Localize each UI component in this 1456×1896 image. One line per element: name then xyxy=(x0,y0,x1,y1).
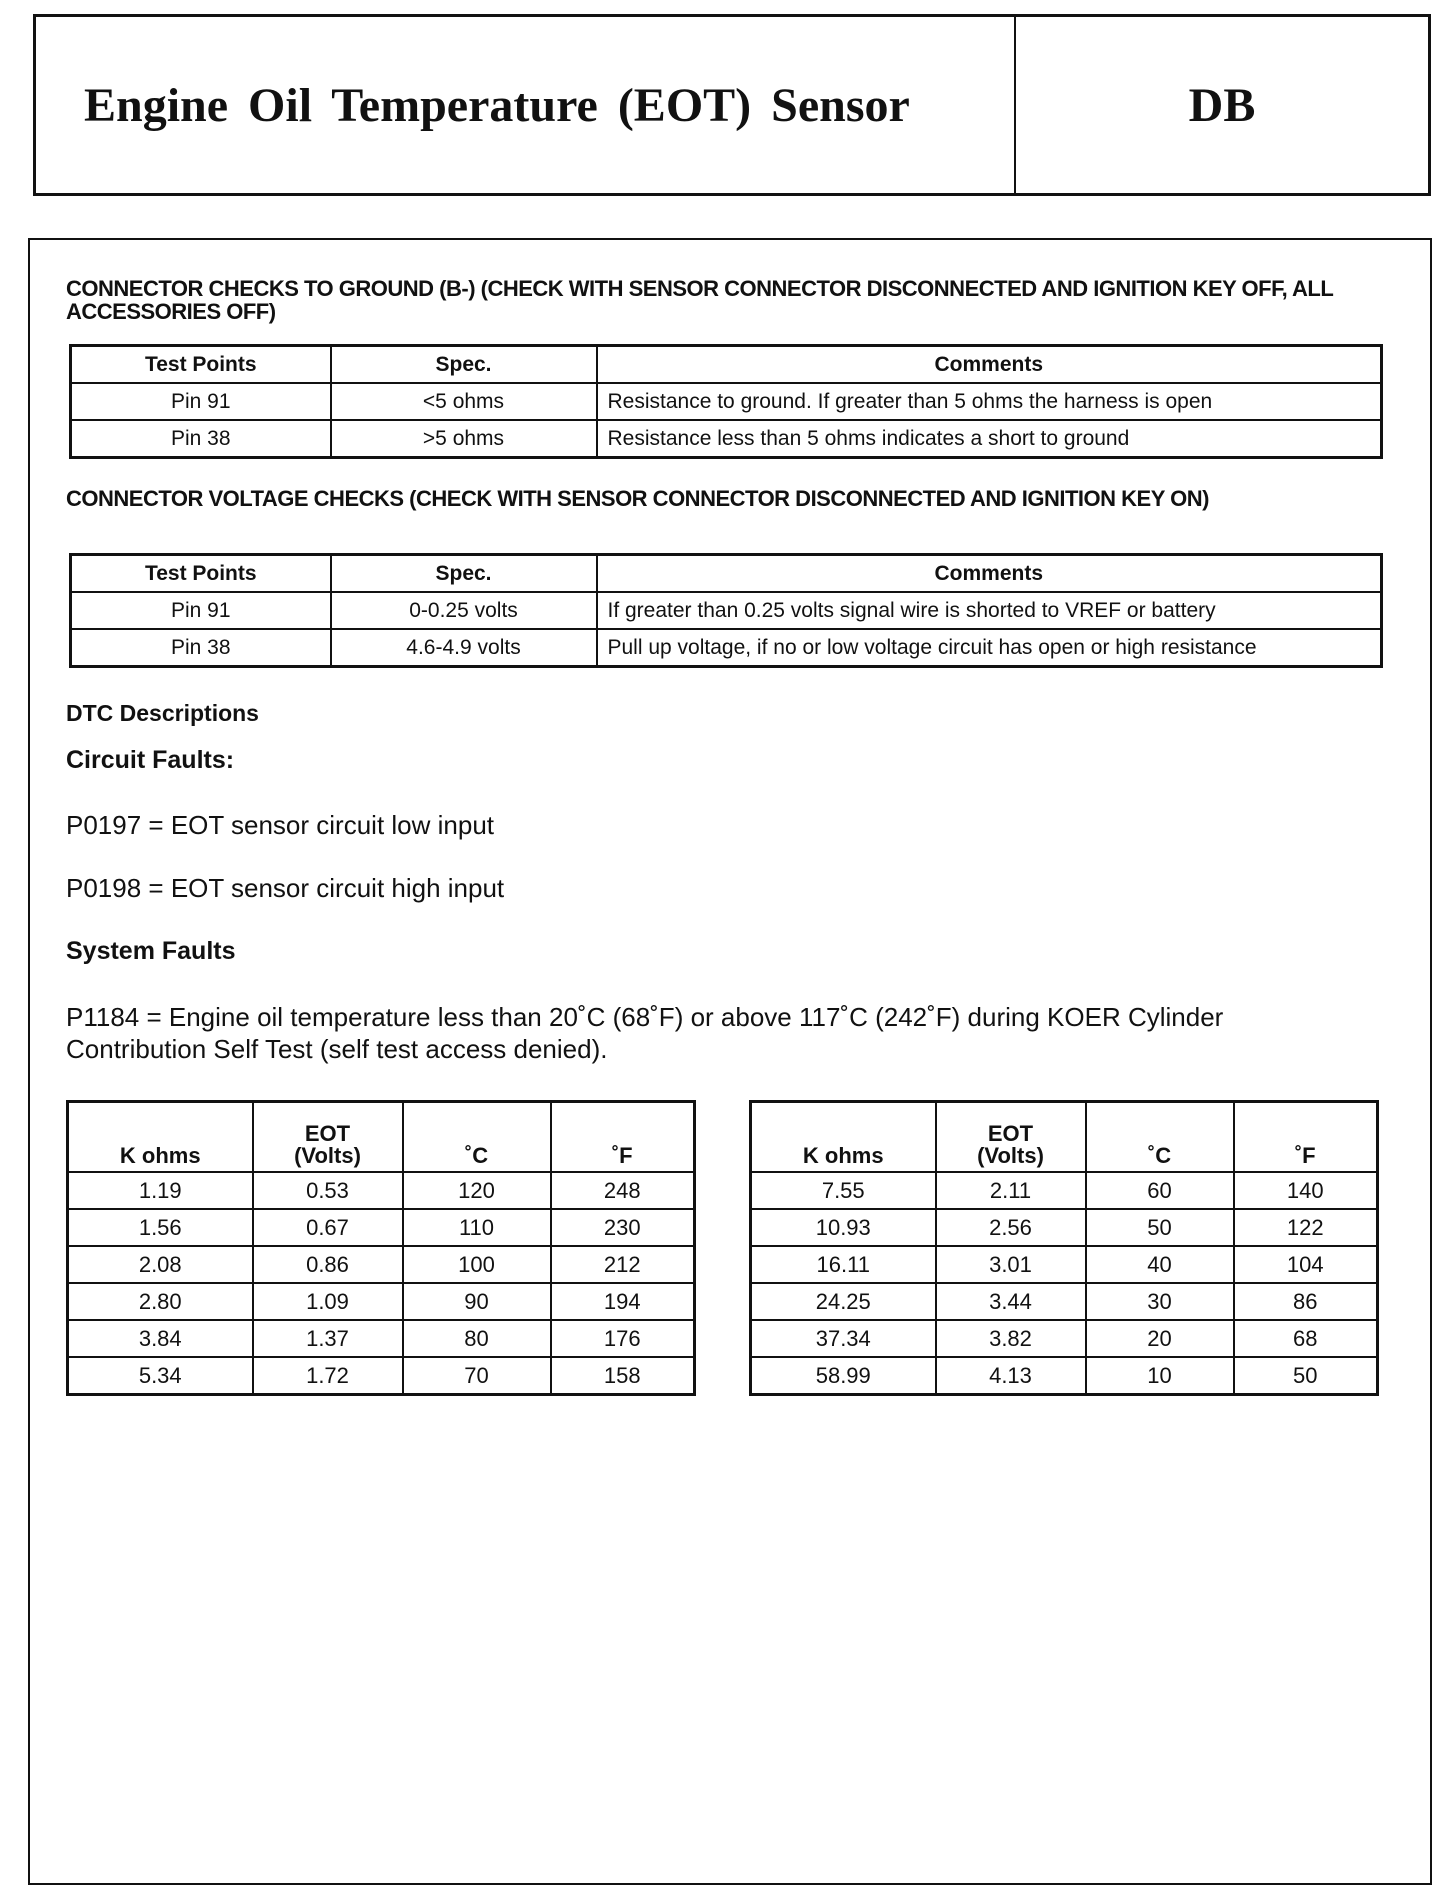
fahrenheit-cell: 86 xyxy=(1234,1283,1378,1320)
volts-cell: 2.56 xyxy=(936,1209,1086,1246)
volts-cell: 2.11 xyxy=(936,1172,1086,1209)
table-row xyxy=(68,1209,695,1246)
celsius-cell: 30 xyxy=(1086,1283,1234,1320)
celsius-cell: 50 xyxy=(1086,1209,1234,1246)
column-header: Comments xyxy=(597,555,1382,593)
celsius-cell: 10 xyxy=(1086,1357,1234,1395)
fahrenheit-cell: 248 xyxy=(551,1172,695,1209)
ground-checks-table xyxy=(69,344,1383,459)
column-header: Test Points xyxy=(71,346,331,384)
column-header: Comments xyxy=(597,346,1382,384)
table-row xyxy=(751,1357,1378,1395)
kohms-cell: 3.84 xyxy=(68,1320,253,1357)
table-row xyxy=(68,1172,695,1209)
system-fault-p1184-line1: P1184 = Engine oil temperature less than 20˚C (68˚F) or above 117˚C (242˚F) during KOER Cylinder xyxy=(66,1002,1224,1032)
volts-cell: 0.67 xyxy=(253,1209,403,1246)
system-fault-p1184-line2: Contribution Self Test (self test access denied). xyxy=(66,1034,608,1064)
table-row xyxy=(68,1246,695,1283)
comment-cell: Pull up voltage, if no or low voltage circuit has open or high resistance xyxy=(597,629,1382,667)
kohms-cell: 1.19 xyxy=(68,1172,253,1209)
volts-cell: 3.44 xyxy=(936,1283,1086,1320)
volts-cell: 0.53 xyxy=(253,1172,403,1209)
table-row xyxy=(751,1283,1378,1320)
table-row xyxy=(68,1283,695,1320)
celsius-cell: 40 xyxy=(1086,1246,1234,1283)
test-point-cell: Pin 38 xyxy=(71,629,331,667)
celsius-cell: 90 xyxy=(403,1283,551,1320)
fahrenheit-cell: 122 xyxy=(1234,1209,1378,1246)
circuit-fault-p0197: P0197 = EOT sensor circuit low input xyxy=(66,810,495,840)
kohms-cell: 1.56 xyxy=(68,1209,253,1246)
kohms-cell: 58.99 xyxy=(751,1357,936,1395)
test-point-cell: Pin 91 xyxy=(71,383,331,420)
volts-cell: 1.72 xyxy=(253,1357,403,1395)
table-row xyxy=(751,1172,1378,1209)
fahrenheit-cell: 194 xyxy=(551,1283,695,1320)
table-header-row xyxy=(68,1102,695,1173)
volts-cell: 1.37 xyxy=(253,1320,403,1357)
table-row xyxy=(71,592,1382,629)
table-row xyxy=(68,1320,695,1357)
table-row xyxy=(751,1246,1378,1283)
column-header: K ohms xyxy=(68,1102,253,1173)
kohms-cell: 7.55 xyxy=(751,1172,936,1209)
comment-cell: Resistance to ground. If greater than 5 ohms the harness is open xyxy=(597,383,1382,420)
table-header-row xyxy=(751,1102,1378,1173)
celsius-cell: 20 xyxy=(1086,1320,1234,1357)
fahrenheit-cell: 230 xyxy=(551,1209,695,1246)
table-header-row xyxy=(71,555,1382,593)
kohms-cell: 5.34 xyxy=(68,1357,253,1395)
volts-cell: 1.09 xyxy=(253,1283,403,1320)
celsius-cell: 110 xyxy=(403,1209,551,1246)
table-row xyxy=(751,1209,1378,1246)
fahrenheit-cell: 212 xyxy=(551,1246,695,1283)
eot-label: EOT xyxy=(304,1121,351,1146)
spec-cell: >5 ohms xyxy=(331,420,597,458)
test-point-cell: Pin 91 xyxy=(71,592,331,629)
voltage-checks-heading: CONNECTOR VOLTAGE CHECKS (CHECK WITH SENSOR CONNECTOR DISCONNECTED AND IGNITION KEY ON) xyxy=(66,486,1209,511)
spec-cell: <5 ohms xyxy=(331,383,597,420)
fahrenheit-cell: 50 xyxy=(1234,1357,1378,1395)
table-row xyxy=(68,1357,695,1395)
kohms-cell: 16.11 xyxy=(751,1246,936,1283)
table-row xyxy=(751,1320,1378,1357)
column-header: ˚F xyxy=(1234,1102,1378,1173)
fahrenheit-cell: 68 xyxy=(1234,1320,1378,1357)
kohms-cell: 2.80 xyxy=(68,1283,253,1320)
column-header xyxy=(936,1102,1086,1173)
table-row xyxy=(71,420,1382,458)
page-title: Engine Oil Temperature (EOT) Sensor xyxy=(36,17,1016,193)
spec-cell: 0-0.25 volts xyxy=(331,592,597,629)
eot-label: EOT xyxy=(987,1121,1034,1146)
system-faults-title: System Faults xyxy=(66,937,236,965)
fahrenheit-cell: 140 xyxy=(1234,1172,1378,1209)
table-row xyxy=(71,629,1382,667)
eot-reference-table-right xyxy=(749,1100,1379,1396)
volts-cell: 3.82 xyxy=(936,1320,1086,1357)
ground-checks-heading: CONNECTOR CHECKS TO GROUND (B-) (CHECK WITH SENSOR CONNECTOR DISCONNECTED AND IGNITION KEY OFF, ALL ACCESSORIES OFF) xyxy=(66,276,1333,324)
section-code: DB xyxy=(1188,78,1256,132)
celsius-cell: 60 xyxy=(1086,1172,1234,1209)
volts-label: (Volts) xyxy=(294,1143,361,1168)
volts-label: (Volts) xyxy=(977,1143,1044,1168)
content-frame xyxy=(28,238,1432,1885)
table-row xyxy=(71,383,1382,420)
kohms-cell: 37.34 xyxy=(751,1320,936,1357)
dtc-descriptions-title: DTC Descriptions xyxy=(66,700,259,726)
fahrenheit-cell: 176 xyxy=(551,1320,695,1357)
spec-cell: 4.6-4.9 volts xyxy=(331,629,597,667)
column-header: Spec. xyxy=(331,346,597,384)
eot-reference-table-left xyxy=(66,1100,696,1396)
kohms-cell: 24.25 xyxy=(751,1283,936,1320)
circuit-fault-p0198: P0198 = EOT sensor circuit high input xyxy=(66,873,505,903)
column-header: ˚C xyxy=(1086,1102,1234,1173)
table-header-row xyxy=(71,346,1382,384)
column-header: ˚C xyxy=(403,1102,551,1173)
fahrenheit-cell: 158 xyxy=(551,1357,695,1395)
celsius-cell: 100 xyxy=(403,1246,551,1283)
celsius-cell: 70 xyxy=(403,1357,551,1395)
celsius-cell: 120 xyxy=(403,1172,551,1209)
column-header xyxy=(253,1102,403,1173)
fahrenheit-cell: 104 xyxy=(1234,1246,1378,1283)
kohms-cell: 2.08 xyxy=(68,1246,253,1283)
volts-cell: 0.86 xyxy=(253,1246,403,1283)
column-header: Test Points xyxy=(71,555,331,593)
kohms-cell: 10.93 xyxy=(751,1209,936,1246)
comment-cell: If greater than 0.25 volts signal wire is shorted to VREF or battery xyxy=(597,592,1382,629)
column-header: ˚F xyxy=(551,1102,695,1173)
volts-cell: 3.01 xyxy=(936,1246,1086,1283)
column-header: Spec. xyxy=(331,555,597,593)
circuit-faults-title: Circuit Faults: xyxy=(66,746,235,774)
page-header xyxy=(33,14,1431,196)
voltage-checks-table xyxy=(69,553,1383,668)
column-header: K ohms xyxy=(751,1102,936,1173)
comment-cell: Resistance less than 5 ohms indicates a short to ground xyxy=(597,420,1382,458)
test-point-cell: Pin 38 xyxy=(71,420,331,458)
volts-cell: 4.13 xyxy=(936,1357,1086,1395)
celsius-cell: 80 xyxy=(403,1320,551,1357)
